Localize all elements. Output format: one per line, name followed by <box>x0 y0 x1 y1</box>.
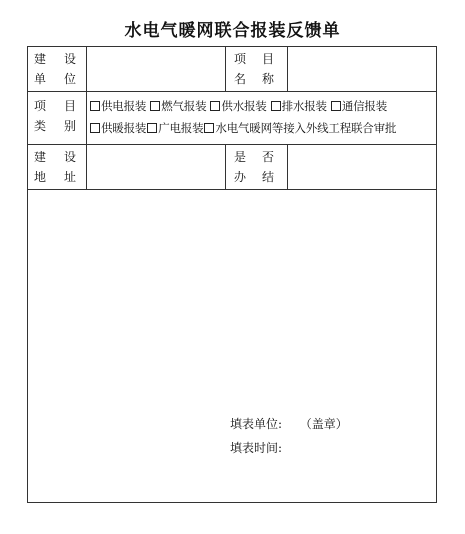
fill-unit-line <box>230 413 348 435</box>
checkbox[interactable] <box>331 101 341 111</box>
col-divider <box>225 47 226 91</box>
checkbox[interactable] <box>210 101 220 111</box>
checkbox[interactable] <box>204 123 214 133</box>
option-joint-approval[interactable]: 水电气暖网等接入外线工程联合审批 <box>204 117 396 139</box>
fill-unit-label: 填表单位: <box>230 417 283 431</box>
col-divider <box>86 91 87 144</box>
seal-label: （盖章） <box>299 417 348 431</box>
feedback-form-table <box>27 46 437 503</box>
project-name-label: 项 目 名 称 <box>234 52 274 86</box>
option-broadcast[interactable]: 广电报装 <box>147 117 203 139</box>
form-title: 水电气暖网联合报装反馈单 <box>124 21 341 41</box>
row-divider <box>28 91 436 92</box>
checkbox[interactable] <box>90 101 100 111</box>
fill-time-label: 填表时间: <box>230 441 283 455</box>
project-type-label: 项 目 类 别 <box>34 99 76 133</box>
col-divider <box>225 144 226 189</box>
builder-unit-label: 建 设 单 位 <box>34 52 76 86</box>
checkbox[interactable] <box>150 101 160 111</box>
completed-field[interactable] <box>288 145 437 189</box>
builder-unit-field[interactable] <box>87 47 224 91</box>
option-gas[interactable]: 燃气报装 <box>150 95 206 117</box>
project-type-options-row2 <box>90 117 396 139</box>
fill-time-line <box>230 437 282 459</box>
option-telecom[interactable]: 通信报装 <box>331 95 387 117</box>
project-type-options-row1 <box>90 95 391 117</box>
build-address-label: 建 设 地 址 <box>34 150 76 184</box>
project-name-field[interactable] <box>288 47 437 91</box>
build-address-field[interactable] <box>87 145 224 189</box>
option-power[interactable]: 供电报装 <box>90 95 146 117</box>
checkbox[interactable] <box>147 123 157 133</box>
checkbox[interactable] <box>271 101 281 111</box>
option-drainage[interactable]: 排水报装 <box>271 95 327 117</box>
checkbox[interactable] <box>90 123 100 133</box>
option-water-supply[interactable]: 供水报装 <box>210 95 266 117</box>
option-heating[interactable]: 供暖报装 <box>90 117 146 139</box>
completed-label: 是 否 办 结 <box>234 150 274 184</box>
